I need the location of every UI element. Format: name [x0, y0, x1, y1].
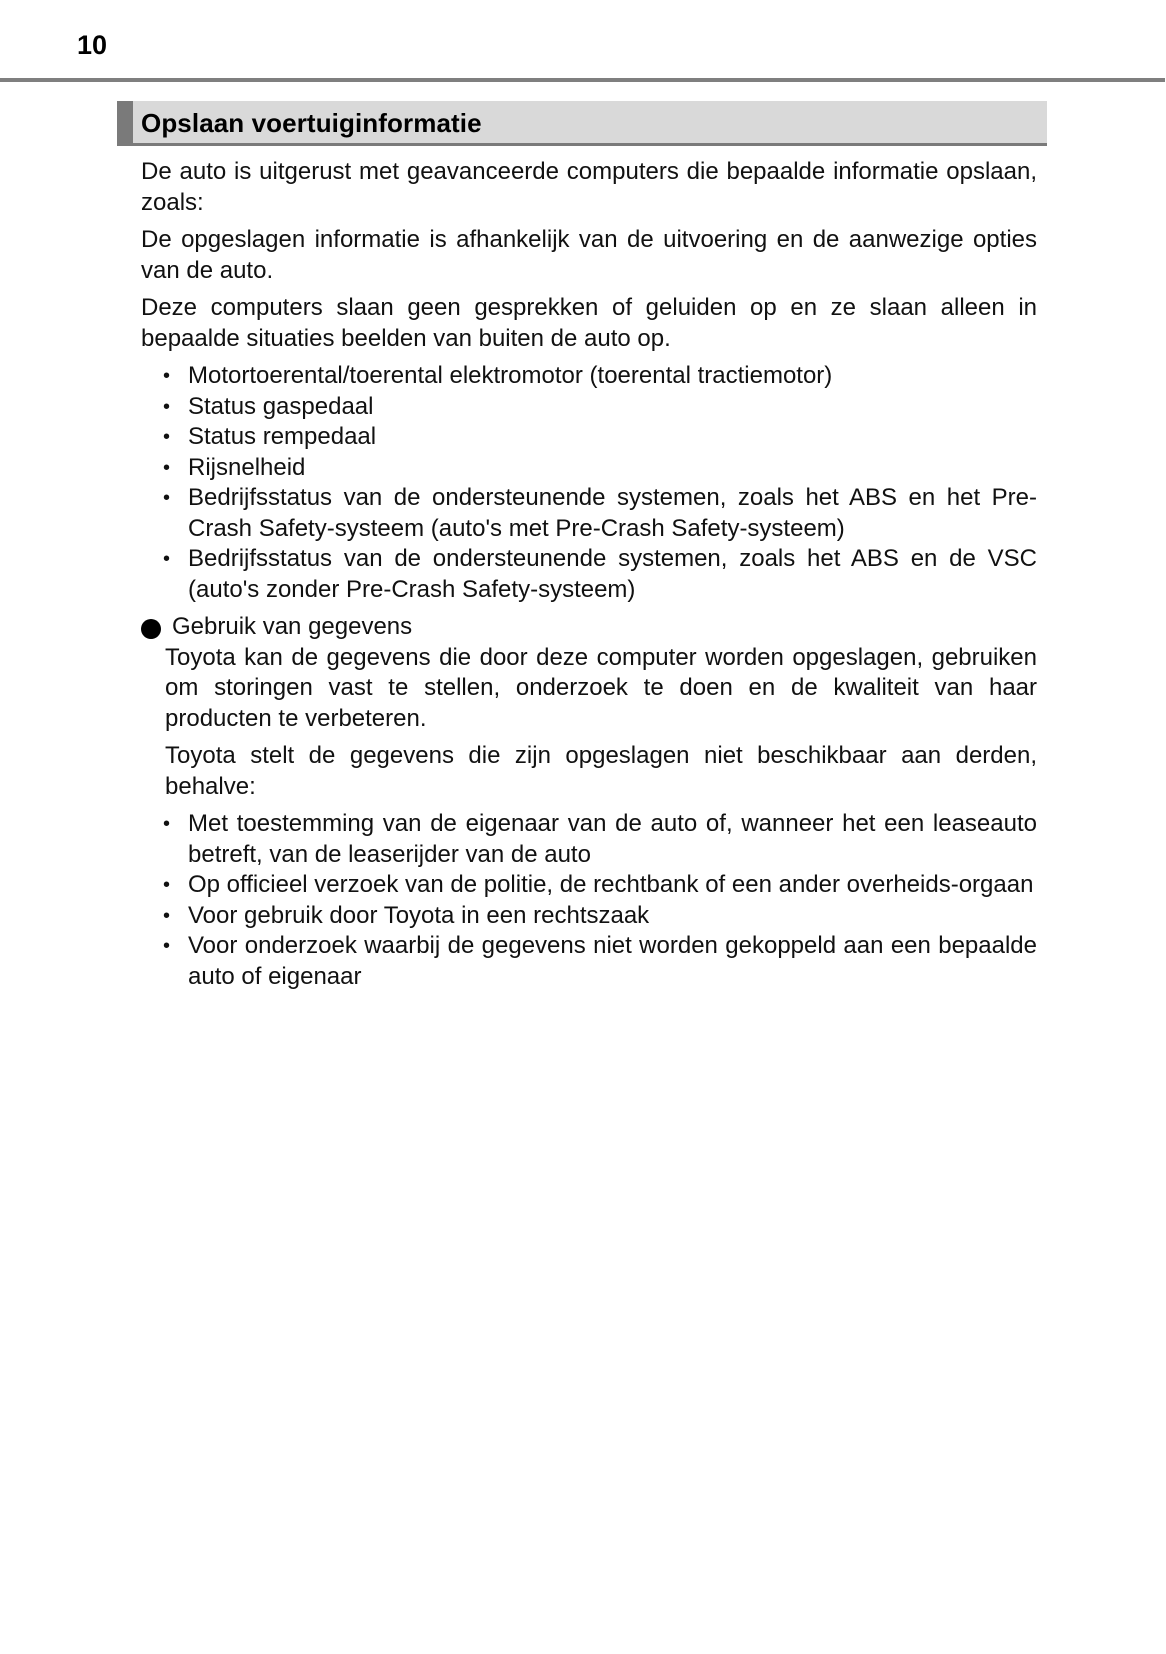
bullet-icon: •	[163, 874, 171, 896]
list-item	[141, 361, 1037, 392]
bullet-icon: •	[163, 487, 171, 509]
section-title: Opslaan voertuiginformatie	[141, 108, 482, 138]
section-content	[141, 157, 1037, 999]
list-item-text: Op officieel verzoek van de politie, de rechtbank of een ander overheids-orgaan	[188, 871, 1034, 898]
options-paragraph: De opgeslagen informatie is afhankelijk van de uitvoering en de aanwezige opties van de auto.	[141, 226, 1037, 284]
data-usage-paragraph: Toyota kan de gegevens die door deze computer worden opgeslagen, gebruiken om storingen vast te stellen, onderzoek te doen en de kwaliteit van haar producten te verbeteren.	[165, 643, 1037, 732]
list-item-text: Voor onderzoek waarbij de gegevens niet worden gekoppeld aan een bepaalde auto of eigenaar	[188, 932, 1037, 990]
bullet-icon: •	[163, 813, 171, 835]
list-item	[141, 422, 1037, 453]
list-item	[165, 809, 1037, 870]
list-item-text: Met toestemming van de eigenaar van de auto of, wanneer het een leaseauto betreft, van de leaserijder van de auto	[188, 810, 1037, 868]
list-item-text: Bedrijfsstatus van de ondersteunende systemen, zoals het ABS en de VSC (auto's zonder Pre-Crash Safety-systeem)	[188, 545, 1037, 603]
list-item	[141, 544, 1037, 605]
data-usage-subsection	[141, 612, 1037, 992]
bullet-icon: •	[163, 548, 171, 570]
bullet-icon: •	[163, 456, 171, 479]
bullet-icon: •	[163, 395, 171, 418]
list-item	[141, 453, 1037, 484]
bullet-icon: •	[163, 365, 171, 387]
list-item-text: Rijsnelheid	[188, 453, 306, 481]
list-item-text: Voor gebruik door Toyota in een rechtszaak	[188, 901, 650, 929]
list-item	[165, 901, 1037, 932]
bullet-icon: •	[163, 426, 171, 448]
list-item-text: Bedrijfsstatus van de ondersteunende systemen, zoals het ABS en het Pre-Crash Safety-systeem (auto's met Pre-Crash Safety-systeem)	[188, 484, 1037, 542]
third-party-paragraph: Toyota stelt de gegevens die zijn opgeslagen niet beschikbaar aan derden, behalve:	[165, 742, 1037, 800]
list-item-text: Motortoerental/toerental elektromotor (toerental tractiemotor)	[188, 362, 833, 389]
list-item-text: Status rempedaal	[188, 423, 377, 450]
top-divider	[0, 78, 1165, 82]
section-header-accent-bar	[117, 101, 133, 146]
list-item	[165, 931, 1037, 992]
data-usage-heading	[141, 612, 1037, 643]
data-usage-heading-text: Gebruik van gegevens	[172, 613, 413, 640]
exceptions-list	[165, 809, 1037, 992]
intro-paragraph: De auto is uitgerust met geavanceerde computers die bepaalde informatie opslaan, zoals:	[141, 158, 1037, 216]
bullet-icon: •	[163, 904, 171, 927]
list-item	[165, 870, 1037, 901]
stored-items-list	[141, 361, 1037, 605]
filled-circle-icon	[141, 619, 161, 639]
data-usage-body	[141, 643, 1037, 993]
list-item	[141, 483, 1037, 544]
page-number: 10	[77, 30, 108, 60]
bullet-icon: •	[163, 935, 171, 957]
list-item	[141, 392, 1037, 423]
list-item-text: Status gaspedaal	[188, 392, 374, 420]
section-header	[117, 101, 1047, 146]
recording-paragraph: Deze computers slaan geen gesprekken of geluiden op en ze slaan alleen in bepaalde situaties beelden van buiten de auto op.	[141, 294, 1037, 352]
